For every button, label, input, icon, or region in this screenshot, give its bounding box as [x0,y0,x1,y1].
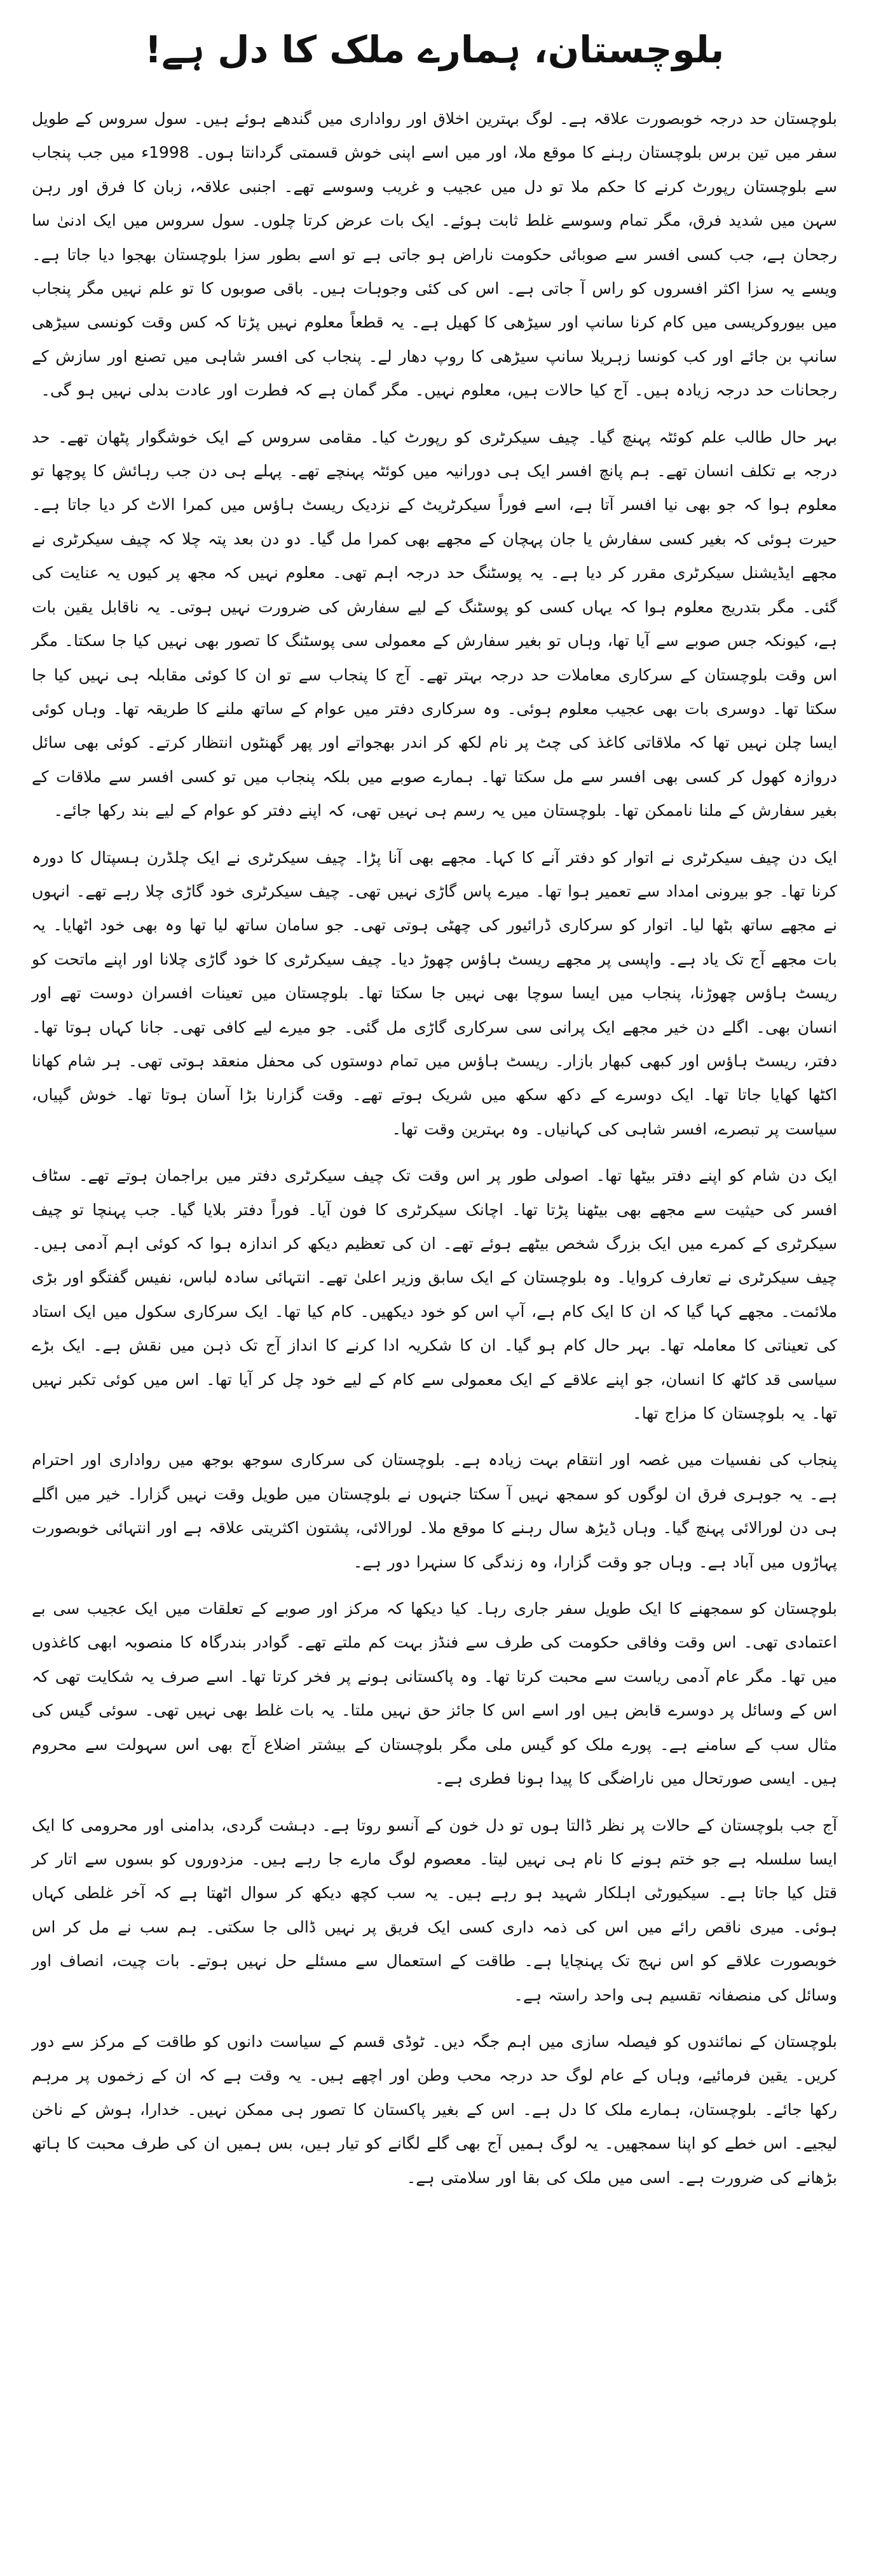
article-paragraph-7: آج جب بلوچستان کے حالات پر نظر ڈالتا ہوں تو دل خون کے آنسو روتا ہے۔ دہشت گردی، بدامنی اور محرومی کا ایک ایسا سلسلہ ہے جو ختم ہونے کا نام ہی نہیں لیتا۔ معصوم لوگ مارے جا رہے ہیں۔ مزدوروں کو بسوں سے اتار کر قتل کیا جاتا ہے۔ سیکیورٹی اہلکار شہید ہو رہے ہیں۔ یہ سب کچھ دیکھ کر سوال اٹھتا ہے کہ آخر غلطی کہاں ہوئی۔ میری ناقص رائے میں اس کی ذمہ داری کسی ایک فریق پر نہیں ڈالی جا سکتی۔ ہم سب نے مل کر اس خوبصورت علاقے کو اس نہج تک پہنچایا ہے۔ طاقت کے استعمال سے مسئلے حل نہیں ہوتے۔ بات چیت، انصاف اور وسائل کی منصفانہ تقسیم ہی واحد راستہ ہے۔ [32,1815,837,2004]
article-paragraph-5: پنجاب کی نفسیات میں غصہ اور انتقام بہت زیادہ ہے۔ بلوچستان کی سرکاری سوجھ بوجھ میں رواداری اور احترام ہے۔ یہ جوہری فرق ان لوگوں کو سمجھ نہیں آ سکتا جنہوں نے بلوچستان میں طویل وقت نہیں گزارا۔ خیر میں اگلے ہی دن لورالائی پہنچ گیا۔ وہاں ڈیڑھ سال رہنے کا موقع ملا۔ لورالائی، پشتون اکثریتی علاقہ ہے اور انتہائی خوبصورت پہاڑوں میں آباد ہے۔ وہاں جو وقت گزارا، وہ زندگی کا سنہرا دور ہے۔ [32,1450,837,1571]
article-paragraph-6: بلوچستان کو سمجھنے کا ایک طویل سفر جاری رہا۔ کیا دیکھا کہ مرکز اور صوبے کے تعلقات میں ایک عجیب سی بے اعتمادی تھی۔ اس وقت وفاقی حکومت کی طرف سے فنڈز بہت کم ملتے تھے۔ گوادر بندرگاہ کا منصوبہ ابھی کاغذوں میں تھا۔ مگر عام آدمی ریاست سے محبت کرتا تھا۔ وہ پاکستانی ہونے پر فخر کرتا تھا۔ اسے صرف یہ شکایت تھی کہ اس کے وسائل پر دوسرے قابض ہیں اور اسے اس کا جائز حق نہیں ملتا۔ یہ بات غلط بھی نہیں تھی۔ سوئی گیس کی مثال سب کے سامنے ہے۔ پورے ملک کو گیس ملی مگر بلوچستان کے بیشتر اضلاع آج بھی اس سہولت سے محروم ہیں۔ ایسی صورتحال میں ناراضگی کا پیدا ہونا فطری ہے۔ [32,1599,837,1788]
article-body [32,102,837,2194]
article-paragraph-3: ایک دن چیف سیکرٹری نے اتوار کو دفتر آنے کا کہا۔ مجھے بھی آنا پڑا۔ چیف سیکرٹری نے ایک چلڈرن ہسپتال کا دورہ کرنا تھا۔ جو بیرونی امداد سے تعمیر ہوا تھا۔ میرے پاس گاڑی نہیں تھی۔ چیف سیکرٹری خود گاڑی چلا رہے تھے۔ انہوں نے مجھے ساتھ بٹھا لیا۔ اتوار کو سرکاری ڈرائیور کی چھٹی ہوتی تھی۔ جو سامان ساتھ لیا تھا وہ بھی خود اٹھایا۔ یہ بات مجھے آج تک یاد ہے۔ واپسی پر مجھے ریسٹ ہاؤس چھوڑ دیا۔ چیف سیکرٹری کا خود گاڑی چلانا اور اپنے ماتحت کو ریسٹ ہاؤس چھوڑنا، پنجاب میں ایسا سوچا بھی نہیں جا سکتا تھا۔ بلوچستان میں تعینات افسران دوست تھے اور انسان بھی۔ اگلے دن خیر مجھے ایک پرانی سی سرکاری گاڑی مل گئی۔ جو میرے لیے کافی تھی۔ جانا کہاں ہوتا تھا۔ دفتر، ریسٹ ہاؤس اور کبھی کبھار بازار۔ ریسٹ ہاؤس میں تمام دوستوں کی محفل منعقد ہوتی تھی۔ ہر شام کھانا اکٹھا کھایا جاتا تھا۔ ایک دوسرے کے دکھ سکھ میں شریک ہوتے تھے۔ وقت گزارنا بڑا آسان ہوتا تھا۔ خوش گپیاں، سیاست پر تبصرے، افسر شاہی کی کہانیاں۔ وہ بہترین وقت تھا۔ [32,848,837,1138]
article-headline: بلوچستان، ہمارے ملک کا دل ہے! [144,28,725,71]
article-paragraph-4: ایک دن شام کو اپنے دفتر بیٹھا تھا۔ اصولی طور پر اس وقت تک چیف سیکرٹری دفتر میں براجمان ہوتے تھے۔ سٹاف افسر کی حیثیت سے مجھے بھی بیٹھنا پڑتا تھا۔ اچانک سیکرٹری کا فون آیا۔ فوراً دفتر بلایا گیا۔ جب پہنچا تو چیف سیکرٹری کے کمرے میں ایک بزرگ شخص بیٹھے ہوئے تھے۔ ان کی تعظیم دیکھ کر اندازہ ہوا کہ کوئی اہم آدمی ہیں۔ چیف سیکرٹری نے تعارف کروایا۔ وہ بلوچستان کے ایک سابق وزیر اعلیٰ تھے۔ انتہائی سادہ لباس، نفیس گفتگو اور بڑی ملائمت۔ مجھے کہا گیا کہ ان کا ایک کام ہے، آپ اس کو خود دیکھیں۔ کام کیا تھا۔ ایک سرکاری سکول میں ایک استاد کی تعیناتی کا معاملہ تھا۔ بہر حال کام ہو گیا۔ ان کا شکریہ ادا کرنے کا انداز آج تک ذہن میں نقش ہے۔ ایک بڑے سیاسی قد کاٹھ کا انسان، جو اپنے علاقے کے ایک معمولی سے کام کے لیے خود چل کر آیا تھا۔ اس میں کوئی تکبر نہیں تھا۔ یہ بلوچستان کا مزاج تھا۔ [32,1166,837,1423]
article-paragraph-8: بلوچستان کے نمائندوں کو فیصلہ سازی میں اہم جگہ دیں۔ ٹوڈی قسم کے سیاست دانوں کو طاقت کے مرکز سے دور کریں۔ یقین فرمائیے، وہاں کے عام لوگ حد درجہ محب وطن اور اچھے ہیں۔ یہ وقت ہے کہ ان کے زخموں پر مرہم رکھا جائے۔ بلوچستان، ہمارے ملک کا دل ہے۔ اس کے بغیر پاکستان کا تصور ہی ممکن نہیں۔ خدارا، ہوش کے ناخن لیجیے۔ اس خطے کو اپنا سمجھیں۔ یہ لوگ ہمیں آج بھی گلے لگانے کو تیار ہیں، بس ہمیں ان کی طرف محبت کا ہاتھ بڑھانے کی ضرورت ہے۔ اسی میں ملک کی بقا اور سلامتی ہے۔ [32,2032,837,2187]
article-paragraph-1: بلوچستان حد درجہ خوبصورت علاقہ ہے۔ لوگ بہترین اخلاق اور رواداری میں گندھے ہوئے ہیں۔ سول سروس کے طویل سفر میں تین برس بلوچستان رہنے کا موقع ملا، اور میں اسے اپنی خوش قسمتی گردانتا ہوں۔ 1998ء میں جب پنجاب سے بلوچستان رپورٹ کرنے کا حکم ملا تو دل میں عجیب و غریب وسوسے تھے۔ اجنبی علاقہ، زبان کا فرق اور رہن سہن میں شدید فرق، مگر تمام وسوسے غلط ثابت ہوئے۔ ایک بات عرض کرتا چلوں۔ سول سروس میں ایک ادنیٰ سا رجحان ہے، جب کسی افسر سے صوبائی حکومت ناراض ہو جاتی ہے تو اسے بطور سزا بلوچستان بھجوا دیا جاتا ہے۔ ویسے یہ سزا اکثر افسروں کو راس آ جاتی ہے۔ اس کی کئی وجوہات ہیں۔ باقی صوبوں کا تو علم نہیں مگر پنجاب میں بیوروکریسی میں کام کرنا سانپ اور سیڑھی کا کھیل ہے۔ یہ قطعاً معلوم نہیں پڑتا کہ کس وقت کونسی سیڑھی سانپ بن جائے اور کب کونسا زہریلا سانپ سیڑھی کا روپ دھار لے۔ پنجاب کی افسر شاہی میں تصنع اور سازش کے رجحانات حد درجہ زیادہ ہیں۔ آج کیا حالات ہیں، معلوم نہیں۔ مگر گمان ہے کہ فطرت اور عادت بدلی نہیں ہو گی۔ [32,109,838,400]
article-paragraph-2: بہر حال طالب علم کوئٹہ پہنچ گیا۔ چیف سیکرٹری کو رپورٹ کیا۔ مقامی سروس کے ایک خوشگوار پٹھان تھے۔ حد درجہ بے تکلف انسان تھے۔ ہم پانچ افسر ایک ہی دورانیہ میں کوئٹہ پہنچے تھے۔ پہلے ہی دن جب رہائش کا پوچھا تو معلوم ہوا کہ جو بھی نیا افسر آتا ہے، اسے فوراً سیکرٹریٹ کے نزدیک ریسٹ ہاؤس میں کمرا الاٹ کر دیا جاتا ہے۔ حیرت ہوئی کہ بغیر کسی سفارش یا جان پہچان کے مجھے بھی کمرا مل گیا۔ دو دن بعد پتہ چلا کہ چیف سیکرٹری نے مجھے ایڈیشنل سیکرٹری مقرر کر دیا ہے۔ یہ پوسٹنگ حد درجہ اہم تھی۔ معلوم نہیں کہ مجھ پر کیوں یہ عنایت کی گئی۔ مگر بتدریج معلوم ہوا کہ یہاں کسی کو پوسٹنگ کے لیے سفارش کی ضرورت نہیں ہوتی۔ یہ ناقابل یقین بات ہے، کیونکہ جس صوبے سے آیا تھا، وہاں تو بغیر سفارش کے معمولی سی پوسٹنگ کا تصور بھی نہیں کیا جا سکتا۔ مگر اس وقت بلوچستان کے سرکاری معاملات حد درجہ بہتر تھے۔ آج کا پنجاب سے تو ان کا کوئی مقابلہ ہی نہیں کیا جا سکتا تھا۔ دوسری بات بھی عجیب معلوم ہوئی۔ وہ سرکاری دفتر میں عوام کے ساتھ ملنے کا طریقہ تھا۔ وہاں کوئی ایسا چلن نہیں تھا کہ ملاقاتی کاغذ کی چٹ پر نام لکھ کر اندر بھجواتے اور پھر گھنٹوں انتظار کرتے۔ کوئی بھی سائل دروازہ کھول کر کسی بھی افسر سے مل سکتا تھا۔ ہمارے صوبے میں بلکہ پنجاب میں تو کسی افسر سے ملاقات کے بغیر سفارش کے ملنا ناممکن تھا۔ بلوچستان میں یہ رسم ہی نہیں تھی، کہ اپنے دفتر کو عوام کے لیے بند رکھا جائے۔ [32,427,837,820]
